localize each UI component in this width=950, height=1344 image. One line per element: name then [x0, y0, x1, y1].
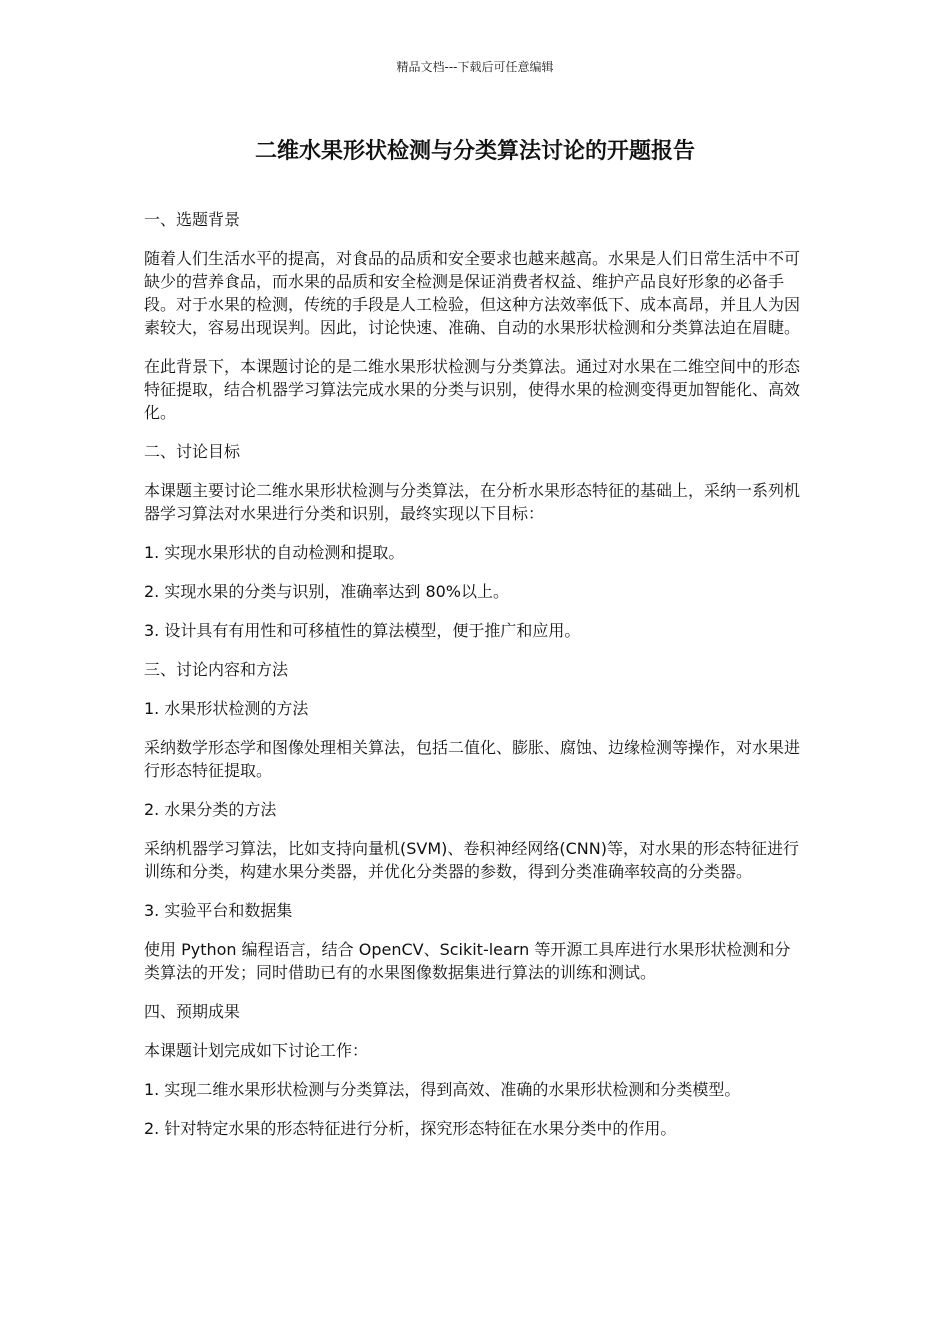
subheading-shape-detection: 1. 水果形状检测的方法	[144, 699, 309, 718]
goal-item-2: 2. 实现水果的分类与识别，准确率达到 80%以上。	[144, 582, 510, 601]
subheading-platform-dataset: 3. 实验平台和数据集	[144, 901, 293, 920]
paragraph-goals-intro: 本课题主要讨论二维水果形状检测与分类算法，在分析水果形态特征的基础上，采纳一系列机器学习算法对水果进行分类和识别，最终实现以下目标：	[144, 481, 801, 523]
outcome-item-1: 1. 实现二维水果形状检测与分类算法，得到高效、准确的水果形状检测和分类模型。	[144, 1080, 741, 1099]
section-heading-outcomes: 四、预期成果	[144, 1002, 241, 1021]
section-heading-methods: 三、讨论内容和方法	[144, 660, 289, 679]
document-body	[144, 208, 806, 1156]
paragraph-platform-dataset: 使用 Python 编程语言，结合 OpenCV、Scikit-learn 等开源工具库进行水果形状检测和分类算法的开发；同时借助已有的水果图像数据集进行算法的训练和测试。	[144, 940, 791, 982]
outcome-item-2: 2. 针对特定水果的形态特征进行分析，探究形态特征在水果分类中的作用。	[144, 1119, 677, 1138]
paragraph-classification: 采纳机器学习算法，比如支持向量机(SVM)、卷积神经网络(CNN)等，对水果的形态特征进行训练和分类，构建水果分类器，并优化分类器的参数，得到分类准确率较高的分类器。	[144, 839, 799, 881]
document-title: 二维水果形状检测与分类算法讨论的开题报告	[254, 139, 695, 164]
paragraph-background-1: 随着人们生活水平的提高，对食品的品质和安全要求也越来越高。水果是人们日常生活中不可缺少的营养食品，而水果的品质和安全检测是保证消费者权益、维护产品良好形象的必备手段。对于水果的检测，传统的手段是人工检验，但这种方法效率低下、成本高昂，并且人为因素较大，容易出现误判。因此，讨论快速、准确、自动的水果形状检测和分类算法迫在眉睫。	[144, 249, 801, 337]
section-heading-goals: 二、讨论目标	[144, 442, 241, 461]
goal-item-1: 1. 实现水果形状的自动检测和提取。	[144, 543, 405, 562]
paragraph-outcomes-intro: 本课题计划完成如下讨论工作：	[144, 1041, 369, 1060]
goal-item-3: 3. 设计具有有用性和可移植性的算法模型，便于推广和应用。	[144, 621, 581, 640]
paragraph-background-2: 在此背景下，本课题讨论的是二维水果形状检测与分类算法。通过对水果在二维空间中的形态特征提取，结合机器学习算法完成水果的分类与识别，使得水果的检测变得更加智能化、高效化。	[144, 357, 801, 422]
section-heading-background: 一、选题背景	[144, 210, 241, 229]
page-header: 精品文档---下载后可任意编辑	[396, 60, 554, 74]
subheading-classification: 2. 水果分类的方法	[144, 800, 277, 819]
paragraph-shape-detection: 采纳数学形态学和图像处理相关算法，包括二值化、膨胀、腐蚀、边缘检测等操作，对水果进行形态特征提取。	[144, 738, 801, 780]
